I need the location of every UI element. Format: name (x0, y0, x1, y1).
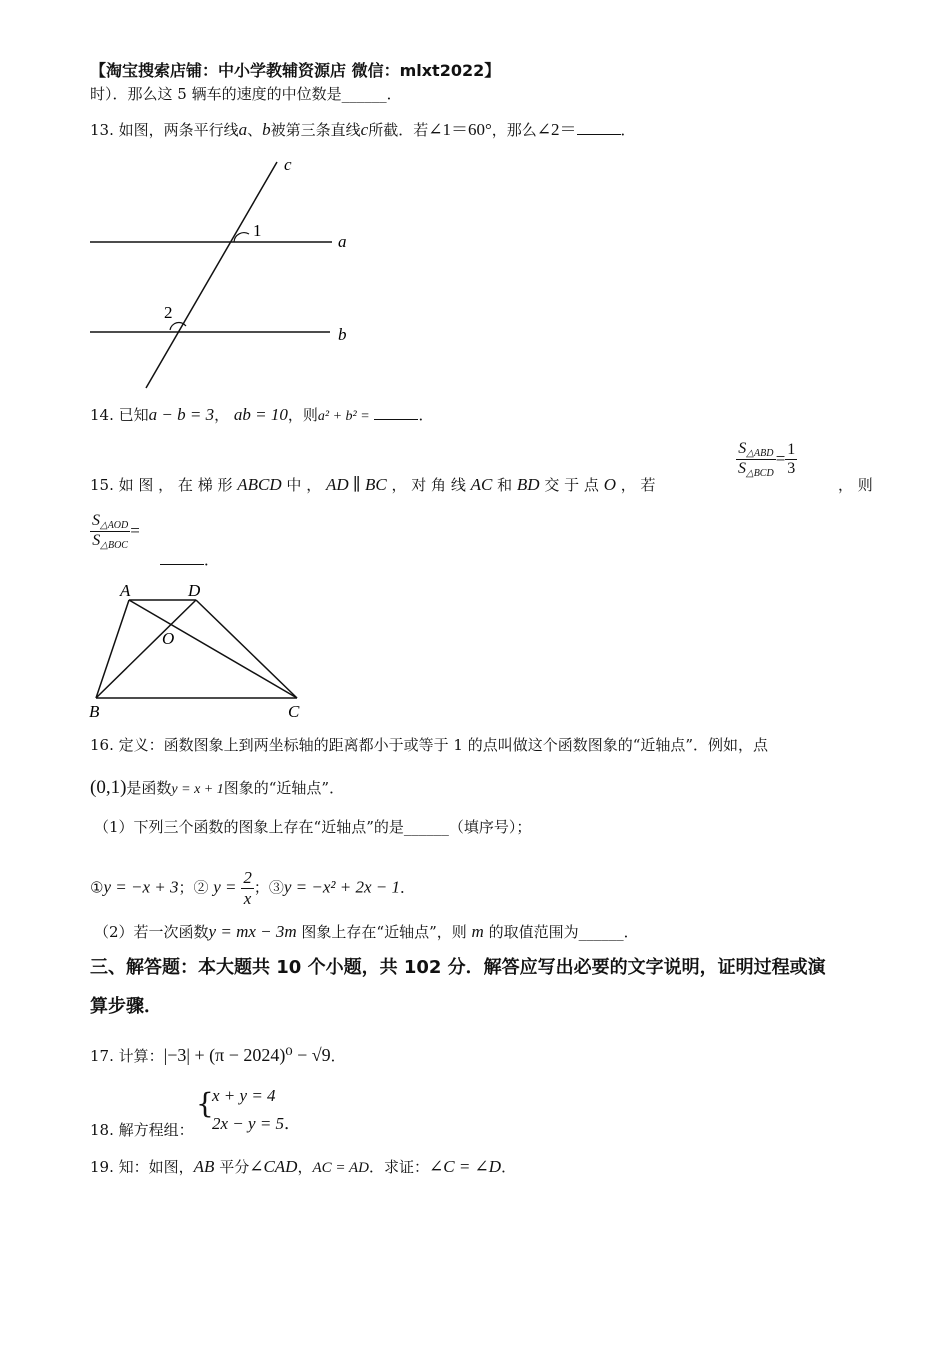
q15-answer-blank[interactable] (160, 550, 204, 565)
q14-text: 14. 已知a − b = 3， ab = 10，则a² + b² = ． (90, 405, 434, 424)
section3-title-line1: 三、解答题：本大题共 10 个小题，共 102 分．解答应写出必要的文字说明，证明过程或演 (90, 957, 826, 978)
q17-text: 17. 计算：|−3| + (π − 2024)⁰ − √9． (90, 1045, 346, 1065)
q14-answer-blank[interactable] (374, 405, 418, 420)
section3-title-line2: 算步骤． (90, 996, 162, 1017)
q16-line2: (0,1)是函数y = x + 1图象的“近轴点”． (90, 777, 345, 798)
q15-then: ， 则 (838, 476, 873, 494)
q15-text: 15. 如 图 ， 在 梯 形 ABCD 中 ， AD ∥ BC ， 对 角 线 AC 和 BD 交 于 点 O ， 若 (90, 475, 656, 494)
q15-answer: ． (160, 550, 219, 570)
q13-text: 13. 如图，两条平行线a、b被第三条直线c所截．若∠1＝60°，那么∠2＝ ． (90, 120, 636, 139)
q15-ask-fraction: $\frac{S_{\triangle AOD}}{S_{\triangle BOC}}$ = (92, 512, 140, 551)
q15-ratio-condition: $\frac{S_{\triangle ABD}}{S_{\triangle BCD}}$ = $\frac{1}{3}$ (738, 440, 796, 479)
fig-label-a: a (338, 232, 347, 251)
q18-system: { x + y = 4 2x − y = 5． (196, 1086, 302, 1133)
fig-label-b: b (338, 325, 347, 344)
q16-part1: （1）下列三个函数的图象上存在“近轴点”的是______（填序号）； (94, 818, 532, 836)
q13-figure (80, 150, 380, 395)
q15-trapezoid-figure (80, 578, 320, 723)
fig-label-c: c (284, 155, 292, 174)
q13-answer-blank[interactable] (577, 120, 621, 135)
q16-part2: （2）若一次函数y = mx − 3m 图象上存在“近轴点”，则 m 的取值范围为______． (94, 922, 639, 941)
fig-label-O: O (162, 629, 175, 648)
fig-label-C: C (288, 702, 300, 721)
fig-label-B: B (89, 702, 100, 721)
fig-label-angle1: 1 (253, 221, 262, 240)
q12-tail: 时）．那么这 5 辆车的速度的中位数是______． (90, 85, 402, 103)
fig-label-A: A (120, 581, 131, 600)
q16-line1: 16. 定义：函数图象上到两坐标轴的距离都小于或等于 1 的点叫做这个函数图象的“近轴点”．例如，点 (90, 736, 769, 754)
fig-label-D: D (188, 581, 201, 600)
watermark-header: 【淘宝搜索店铺：中小学教辅资源店 微信：mlxt2022】 (90, 61, 501, 80)
q19-text: 19. 知：如图，AB 平分∠CAD，AC = AD．求证：∠C = ∠D． (90, 1157, 517, 1176)
q16-options: ①y = −x + 3；② y = $\frac{2}{x}$ ；③y = −x² + 2x − 1． (90, 868, 415, 908)
fig-label-angle2: 2 (164, 303, 173, 322)
q18-prefix: 18. 解方程组： (90, 1121, 194, 1139)
